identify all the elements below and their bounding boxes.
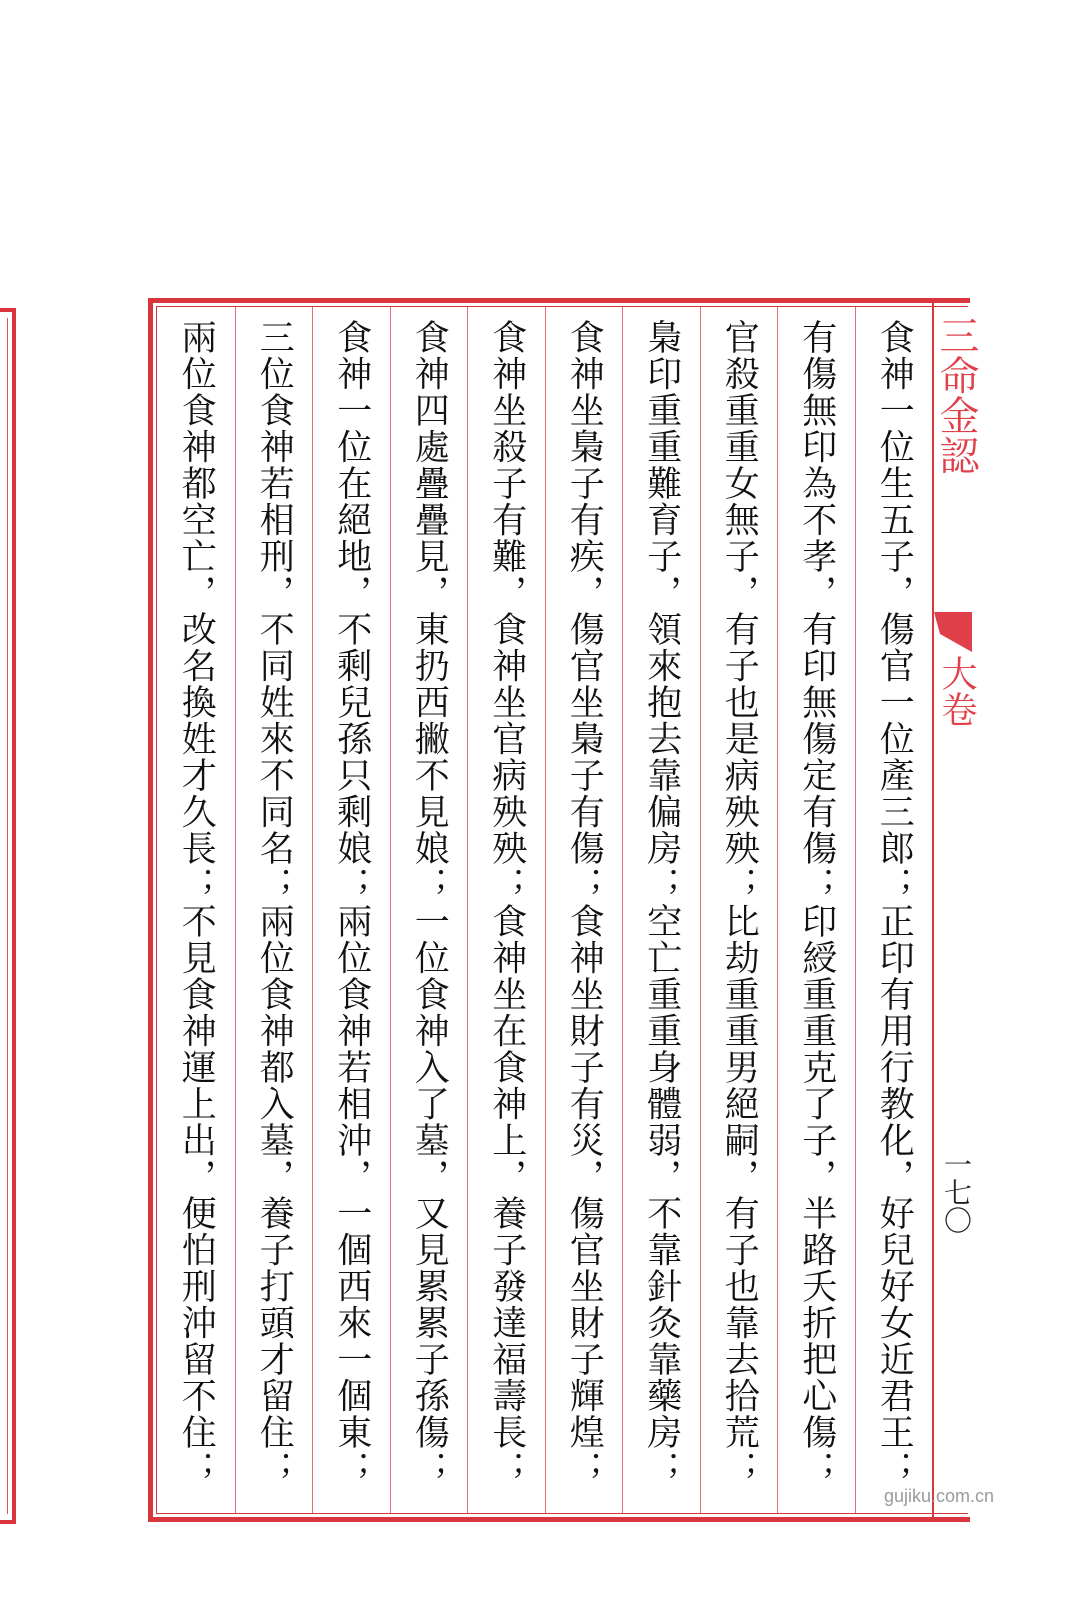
watermark: gujiku.com.cn <box>884 1486 995 1506</box>
column-text: 食神坐梟子有疾，傷官坐梟子有傷；食神坐財子有災，傷官坐財子輝煌； <box>564 319 605 1487</box>
fish-tail-mark-icon <box>934 612 972 652</box>
column-text: 食神一位在絕地，不剩兒孫只剩娘；兩位食神若相沖，一個西來一個東； <box>331 319 372 1487</box>
text-column <box>312 307 390 1513</box>
text-column <box>700 307 778 1513</box>
text-column <box>545 307 623 1513</box>
text-columns <box>157 307 932 1513</box>
column-text: 三位食神若相刑，不同姓來不同名；兩位食神都入墓，養子打頭才留住； <box>254 319 295 1487</box>
column-text: 食神一位生五子，傷官一位產三郎；正印有用行教化，好兒好女近君王； <box>874 319 915 1487</box>
column-text: 兩位食神都空亡，改名換姓才久長；不見食神運上出，便怕刑沖留不住； <box>176 319 217 1487</box>
text-column <box>622 307 700 1513</box>
volume-label: 大卷 <box>936 655 977 727</box>
text-column <box>855 307 933 1513</box>
column-text: 梟印重重難育子，領來抱去靠偏房；空亡重重身體弱，不靠針灸靠藥房； <box>641 319 682 1487</box>
book-title: 三命金認 <box>933 315 979 475</box>
column-text: 食神坐殺子有難，食神坐官病殃殃；食神坐在食神上，養子發達福壽長； <box>486 319 527 1487</box>
text-column <box>777 307 855 1513</box>
text-column <box>157 307 235 1513</box>
text-column <box>235 307 313 1513</box>
column-text: 食神四處疊疊見，東扔西撇不見娘；一位食神入了墓，又見累累子孫傷； <box>409 319 450 1487</box>
column-text: 有傷無印為不孝，有印無傷定有傷；印綬重重克了子，半路夭折把心傷； <box>796 319 837 1487</box>
column-text: 官殺重重女無子，有子也是病殃殃；比劫重重男絕嗣，有子也靠去拾荒； <box>719 319 760 1487</box>
text-column <box>467 307 545 1513</box>
text-column <box>390 307 468 1513</box>
adjacent-page-border <box>0 308 16 1524</box>
page-number: 一七〇 <box>940 1150 973 1234</box>
